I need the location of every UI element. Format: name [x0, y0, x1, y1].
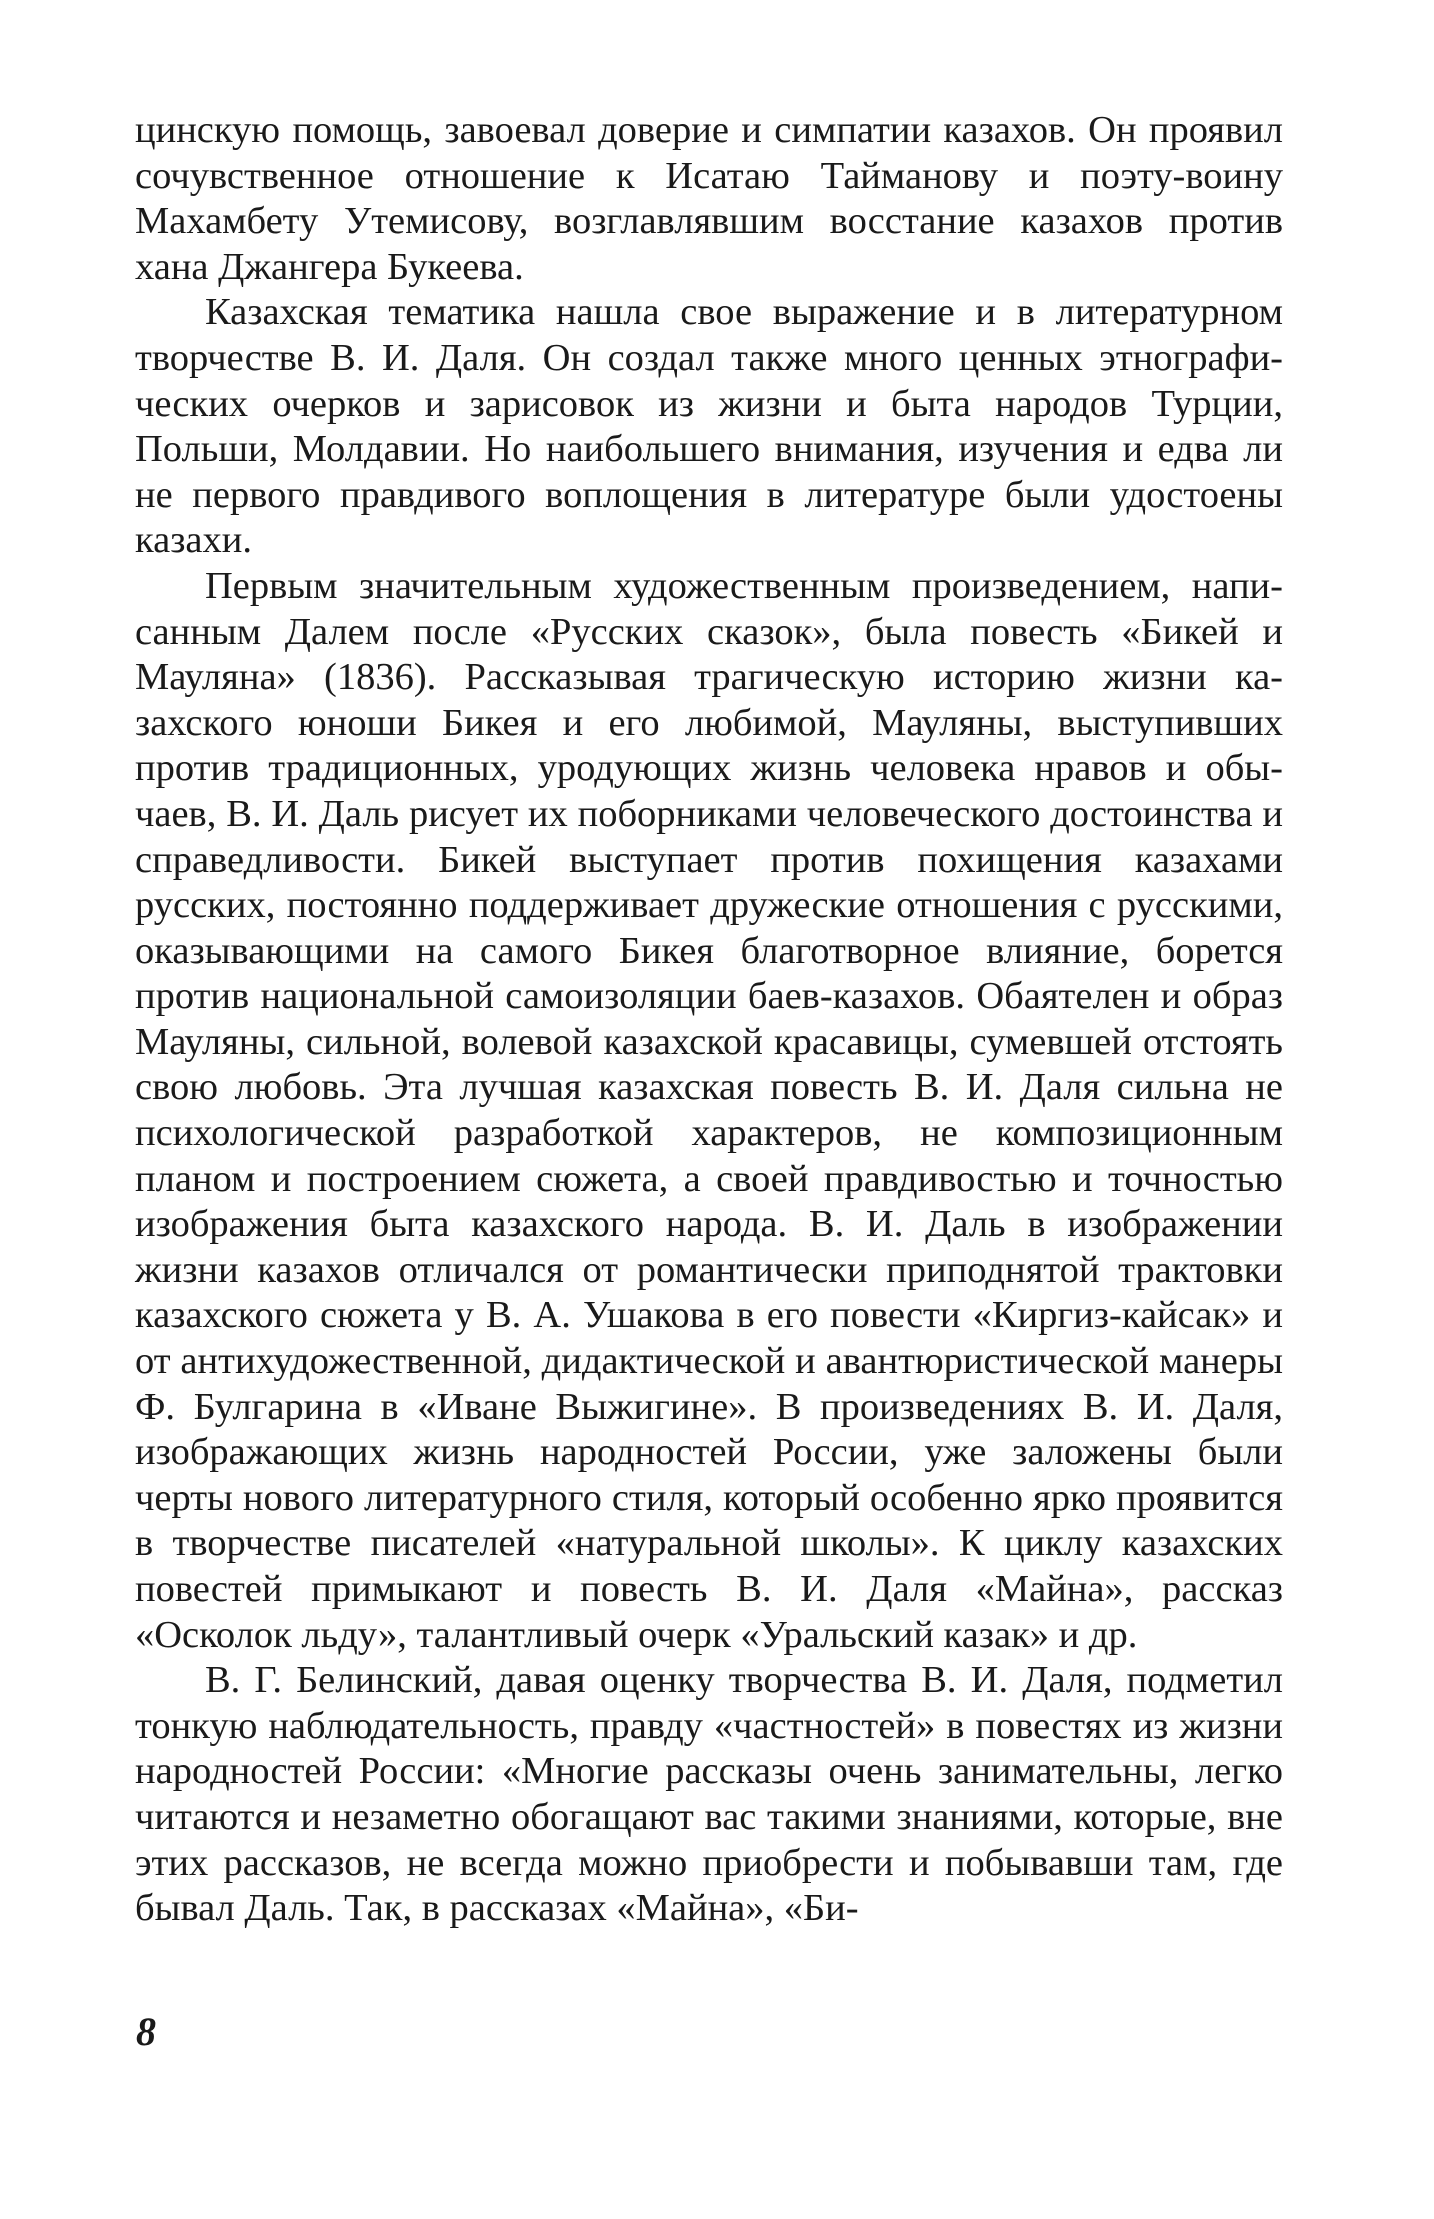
- page-number: 8: [136, 2009, 156, 2054]
- paragraph-1: цинскую помощь, завоевал доверие и симпатии казахов. Он проявил сочувственное отношение к Исатаю Тайманову и поэту-воину Махамбету Утемисову, возглавлявшим восстание казахов против хана Джангера Букеева.: [135, 109, 1283, 288]
- paragraph-4: В. Г. Белинский, давая оценку творчества В. И. Даля, подметил тонкую наблюдательность, правду «частностей» в повестях из жизни народностей России: «Многие рассказы очень занимательны, легко читаются и незаметно обогащают вас такими знаниями, которые, вне этих рассказов, не всегда можно приобрести и побывавши там, где бывал Даль. Так, в рассказах «Майна», «Би-: [135, 1659, 1283, 1930]
- paragraph-3: Первым значительным художественным произведением, написанным Далем после «Русских сказок», была повесть «Бикей и Мауляна» (1836). Рассказывая трагическую историю жизни казахского юноши Бикея и его любимой, Мауляны, выступивших против традиционных, уродующих жизнь человека нравов и обычаев, В. И. Даль рисует их поборниками человеческого достоинства и справедливости. Бикей выступает против похищения казахами русских, постоянно поддерживает дружеские отношения с русскими, оказывающими на самого Бикея благотворное влияние, борется против национальной самоизоляции баев-казахов. Обаятелен и образ Мауляны, сильной, волевой казахской красавицы, сумевшей отстоять свою любовь. Эта лучшая казахская повесть В. И. Даля сильна не психологической разработкой характеров, не композиционным планом и построением сюжета, а своей правдивостью и точностью изображения быта казахского народа. В. И. Даль в изображении жизни казахов отличался от романтически приподнятой трактовки казахского сюжета у В. А. Ушакова в его повести «Киргиз-кайсак» и от антихудожественной, дидактической и авантюристической манеры Ф. Булгарина в «Иване Выжигине». В произведениях В. И. Даля, изображающих жизнь народностей России, уже заложены были черты нового литературного стиля, который особенно ярко проявится в творчестве писателей «натуральной школы». К циклу казахских повестей примыкают и повесть В. И. Даля «Майна», рассказ «Осколок льду», талантливый очерк «Уральский казак» и др.: [135, 564, 1283, 1656]
- paragraph-2: Казахская тематика нашла свое выражение и в литературном творчестве В. И. Даля. Он создал также много ценных этнографических очерков и зарисовок из жизни и быта народов Турции, Польши, Молдавии. Но наибольшего внимания, изучения и едва ли не первого правдивого воплощения в литературе были удостоены казахи.: [135, 291, 1283, 562]
- page-body: [135, 108, 1283, 1932]
